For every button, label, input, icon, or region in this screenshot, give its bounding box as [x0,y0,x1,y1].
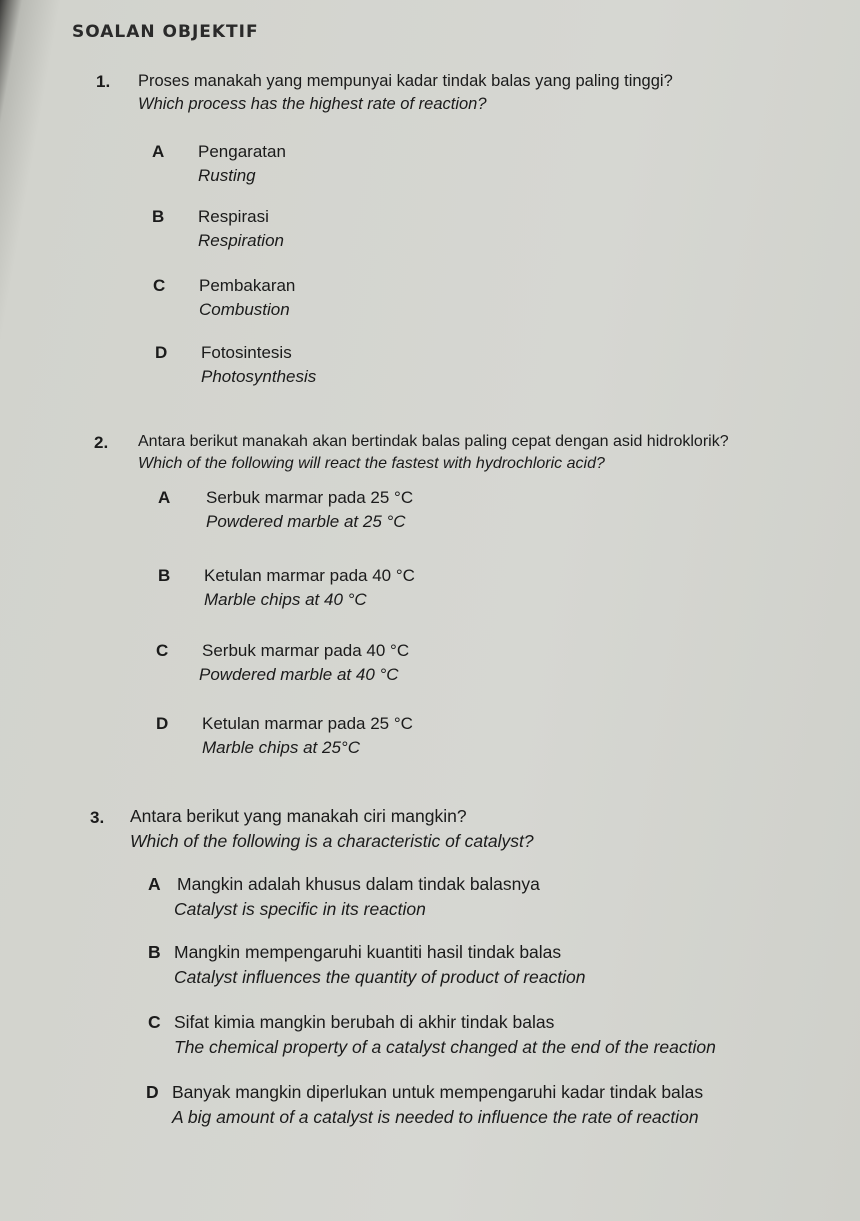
option-letter: A [158,488,171,507]
question-text [138,72,673,114]
option-text-en: Marble chips at 25°C [202,738,360,757]
option-letter: D [155,343,168,362]
option-letter: A [148,874,161,894]
option-text-ms: Respirasi [198,207,269,226]
option-letter: C [153,276,166,295]
question-text [130,806,534,852]
option-letter: C [148,1012,161,1032]
question-text-en: Which process has the highest rate of reaction? [138,95,487,113]
option-text-en: Rusting [198,166,256,185]
option-letter: D [156,714,169,733]
option-text-en: Powdered marble at 40 °C [199,665,399,684]
option-text-ms: Serbuk marmar pada 40 °C [202,641,410,660]
option-letter: A [152,142,165,161]
option-letter: D [146,1082,159,1102]
question-text [138,433,729,473]
question-number: 3. [90,808,105,827]
option-text-en: Catalyst is specific in its reaction [174,899,426,919]
question-number: 1. [96,72,111,91]
section-title: SOALAN OBJEKTIF [72,22,259,42]
option-text-ms: Pembakaran [199,276,296,295]
question-text-ms: Antara berikut manakah akan bertindak balas paling cepat dengan asid hidroklorik? [138,433,729,450]
question-text-ms: Proses manakah yang mempunyai kadar tindak balas yang paling tinggi? [138,72,673,90]
option-text-ms: Sifat kimia mangkin berubah di akhir tindak balas [174,1012,555,1032]
option-text-ms: Ketulan marmar pada 25 °C [202,714,413,733]
option-text-ms: Ketulan marmar pada 40 °C [204,566,415,585]
option-text-ms: Mangkin adalah khusus dalam tindak balasnya [177,874,540,894]
option-text-en: The chemical property of a catalyst changed at the end of the reaction [174,1037,716,1057]
option-letter: B [158,566,171,585]
option-text-en: Respiration [198,231,284,250]
option-text-ms: Fotosintesis [201,343,292,362]
option-text-ms: Banyak mangkin diperlukan untuk mempengaruhi kadar tindak balas [172,1082,704,1102]
option-text-en: Marble chips at 40 °C [204,590,367,609]
option-text-en: Catalyst influences the quantity of product of reaction [174,967,586,987]
option-letter: C [156,641,169,660]
option-letter: B [148,942,161,962]
question-text-ms: Antara berikut yang manakah ciri mangkin? [130,806,467,826]
option-text-en: Photosynthesis [201,367,317,386]
option-text-en: A big amount of a catalyst is needed to influence the rate of reaction [172,1107,699,1127]
option-letter: B [152,207,165,226]
option-text-en: Powdered marble at 25 °C [206,512,406,531]
question-number: 2. [94,433,109,452]
question-text-en: Which of the following will react the fastest with hydrochloric acid? [138,455,605,472]
option-text-ms: Mangkin mempengaruhi kuantiti hasil tindak balas [174,942,562,962]
option-text-ms: Serbuk marmar pada 25 °C [206,488,414,507]
question-text-en: Which of the following is a characteristic of catalyst? [130,831,534,851]
option-text-ms: Pengaratan [198,142,286,161]
option-text-en: Combustion [199,300,290,319]
